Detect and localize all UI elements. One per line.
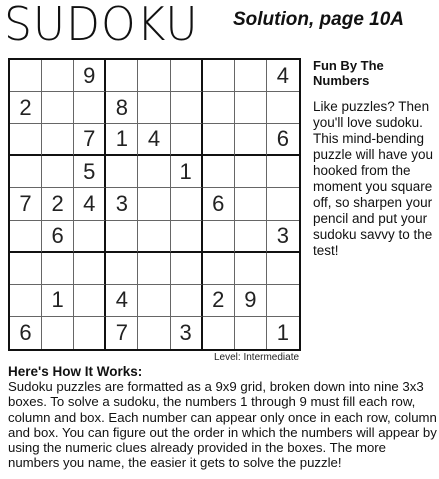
sudoku-cell[interactable] — [171, 124, 203, 156]
sudoku-cell[interactable] — [42, 156, 74, 188]
sudoku-cell[interactable] — [42, 124, 74, 156]
sudoku-cell: 2 — [203, 285, 235, 317]
sudoku-cell[interactable] — [10, 156, 42, 188]
sudoku-cell[interactable] — [106, 60, 138, 92]
sudoku-cell[interactable] — [235, 221, 267, 253]
sudoku-cell[interactable] — [171, 92, 203, 124]
sudoku-cell[interactable] — [42, 92, 74, 124]
sudoku-cell[interactable] — [203, 317, 235, 349]
sudoku-cell: 1 — [106, 124, 138, 156]
sudoku-cell[interactable] — [10, 124, 42, 156]
sudoku-cell[interactable] — [267, 92, 299, 124]
sudoku-cell: 1 — [42, 285, 74, 317]
sudoku-cell[interactable] — [138, 92, 170, 124]
sudoku-cell: 1 — [276, 319, 290, 345]
sudoku-cell[interactable] — [235, 92, 267, 124]
sudoku-cell: 4 — [138, 124, 170, 156]
sudoku-cell[interactable] — [10, 253, 42, 285]
sudoku-cell[interactable] — [235, 188, 267, 220]
sudoku-cell[interactable] — [138, 156, 170, 188]
sudoku-cell[interactable] — [203, 92, 235, 124]
sudoku-cell: 4 — [267, 60, 299, 92]
sudoku-cell[interactable] — [138, 221, 170, 253]
sudoku-cell: 2 — [42, 188, 74, 220]
sudoku-cell[interactable] — [138, 285, 170, 317]
sudoku-cell[interactable] — [267, 285, 299, 317]
sudoku-cell: 8 — [106, 92, 138, 124]
sudoku-cell: 9 — [235, 285, 267, 317]
sudoku-cell[interactable] — [138, 188, 170, 220]
sudoku-cell[interactable] — [74, 285, 106, 317]
sudoku-cell[interactable] — [138, 60, 170, 92]
sudoku-cell[interactable] — [267, 253, 299, 285]
sudoku-cell: 7 — [106, 317, 138, 349]
sudoku-cell[interactable] — [10, 60, 42, 92]
sudoku-cell[interactable] — [10, 221, 42, 253]
sudoku-cell: 3 — [106, 188, 138, 220]
sudoku-cell[interactable] — [235, 253, 267, 285]
sidebar-body: Like puzzles? Then you'll love sudoku. This mind-bending puzzle will have you hooked from the moment you square off, so sharpen your pencil and put your sudoku savvy to the test! — [313, 99, 434, 258]
sudoku-cell[interactable] — [138, 317, 170, 349]
sudoku-cell: 5 — [74, 156, 106, 188]
sudoku-cell[interactable] — [267, 188, 299, 220]
sudoku-cell[interactable] — [171, 60, 203, 92]
sudoku-cell: 6 — [267, 124, 299, 156]
sudoku-grid — [8, 58, 301, 351]
sudoku-cell[interactable] — [106, 221, 138, 253]
sudoku-cell[interactable] — [106, 156, 138, 188]
difficulty-level: Level: Intermediate — [214, 352, 300, 363]
sudoku-cell[interactable] — [235, 60, 267, 92]
sudoku-cell: 4 — [106, 285, 138, 317]
sudoku-cell: 7 — [74, 124, 106, 156]
sudoku-cell[interactable] — [74, 221, 106, 253]
sudoku-cell[interactable] — [10, 285, 42, 317]
sudoku-cell[interactable] — [42, 60, 74, 92]
sudoku-cell[interactable] — [171, 253, 203, 285]
sudoku-cell[interactable] — [203, 60, 235, 92]
sudoku-cell: 6 — [42, 221, 74, 253]
sudoku-cell: 3 — [171, 317, 203, 349]
sidebar-title: Fun By The Numbers — [313, 58, 384, 88]
sudoku-cell[interactable] — [106, 253, 138, 285]
sudoku-cell[interactable] — [171, 285, 203, 317]
sudoku-cell: 4 — [74, 188, 106, 220]
sudoku-cell: 7 — [10, 188, 42, 220]
sudoku-logo: SUDOKU — [4, 0, 199, 52]
sudoku-cell[interactable] — [203, 221, 235, 253]
sudoku-cell[interactable] — [74, 253, 106, 285]
sudoku-cell[interactable] — [171, 188, 203, 220]
sudoku-cell[interactable] — [74, 92, 106, 124]
sudoku-cell: 9 — [74, 60, 106, 92]
sudoku-cell[interactable] — [267, 156, 299, 188]
sudoku-cell: 2 — [10, 92, 42, 124]
how-it-works-body: Sudoku puzzles are formatted as a 9x9 grid, broken down into nine 3x3 boxes. To solve a sudoku, the numbers 1 through 9 must fill each row, column and box. Each number can appear only once in each row, column and box. You can figure out the order in which the numbers will appear by using the numeric clues already provided in the boxes. The more numbers you name, the easier it gets to solve the puzzle! — [8, 379, 437, 471]
sudoku-cell[interactable] — [235, 124, 267, 156]
sudoku-cell[interactable] — [171, 221, 203, 253]
sudoku-cell[interactable] — [42, 317, 74, 349]
solution-page-reference: Solution, page 10A — [233, 9, 405, 30]
sudoku-cell[interactable] — [235, 156, 267, 188]
sudoku-cell[interactable] — [203, 124, 235, 156]
sudoku-cell: 6 — [203, 188, 235, 220]
sudoku-cell: 6 — [10, 317, 42, 349]
sudoku-cell[interactable] — [42, 253, 74, 285]
sudoku-cell[interactable] — [74, 317, 106, 349]
sudoku-cell: 1 — [171, 156, 203, 188]
how-it-works-title: Here's How It Works: — [8, 364, 143, 379]
sudoku-cell[interactable] — [138, 253, 170, 285]
sudoku-cell: 3 — [267, 221, 299, 253]
sudoku-cell[interactable] — [235, 317, 267, 349]
sudoku-cell[interactable] — [203, 253, 235, 285]
sudoku-cell[interactable] — [203, 156, 235, 188]
